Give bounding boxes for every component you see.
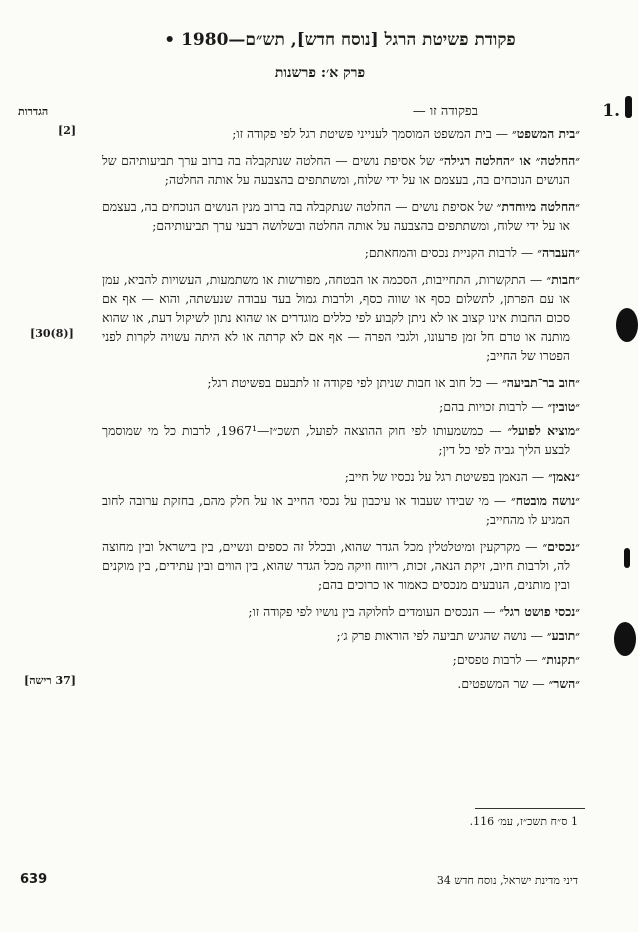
definition-term: ״חבות״ (546, 272, 580, 287)
definition-term: ״החלטה מיוחדת״ (496, 199, 580, 214)
definition-text: — לרבות הקניית נכסים והמחאתם; (364, 245, 538, 260)
definition-item (102, 197, 580, 235)
margin-note-definitions: הגדרות (18, 105, 49, 118)
definition-term: ״תובע״ (546, 628, 580, 643)
definition-text: של אסיפת נושים — החלטה שנתקבלה בה ברוב ערך תביעותיהם של הנושים הנוכחים בה, בעצמם או על ידי שלוח, ומשתתפים בהצבעה על אותה החלטה; (102, 153, 570, 187)
definition-text: — הנאמן בפשיטת רגל על נכסיו של חייב; (344, 469, 549, 484)
definition-item (102, 602, 580, 621)
definition-text: — כמשמעותו לפי חוק ההוצאה לפועל, תשכ״ז—1967¹, לרבות כל מי שמוסמך לבצע הליך גביה לפי כל דין; (102, 423, 570, 457)
section-number: 1. (602, 101, 620, 121)
chapter-title: פרק א׳: פרשנות (274, 65, 366, 81)
definition-text: — לרבות טפסים; (452, 652, 542, 667)
definitions-list (102, 124, 580, 698)
definition-term: ״טובין״ (547, 399, 580, 414)
definition-item (102, 491, 580, 529)
definition-item (102, 397, 580, 416)
header-title: פקודת פשיטת הרגל [נוסח חדש], תש״ם—1980 • (164, 30, 516, 50)
section-title: בפקודה זו — (412, 104, 478, 119)
definition-item (102, 270, 580, 365)
definition-term: ״בית המשפט״ (512, 126, 580, 141)
definition-item (102, 421, 580, 459)
definition-text: של אסיפת נושים — החלטה שנתקבלה בה ברוב מנין הנושים הנוכחים בה, בעצמם או על ידי שלוח, ומשתתפים בהצבעה על אותה החלטה ובשלושה רבעי ערך תביעותיהם; (102, 199, 570, 233)
footnote-rule (475, 808, 585, 809)
definition-text: — כל חוב או חבות שניתן לפי פקודה זו לתבעם בפשיטת רגל; (207, 375, 503, 390)
punch-hole-blot (625, 96, 632, 118)
definition-term: ״תקנות״ (541, 652, 580, 667)
definition-item (102, 151, 580, 189)
punch-hole-blot (614, 622, 636, 656)
definition-item (102, 467, 580, 486)
margin-note-source: [37 רישה] (24, 674, 76, 687)
definition-item (102, 537, 580, 594)
margin-note-source: [(8)30] (30, 327, 74, 340)
definition-term: ״מוציא לפועל״ (507, 423, 580, 438)
definition-term: ״נאמן״ (548, 469, 580, 484)
definition-item (102, 626, 580, 645)
definition-text: — מקרקעין ומיטלטלין מכל הגדר שהוא, ובכלל זה כספים ונשיים, בין בישראל ובין מחוצה לה, ולרבות חיוב, זיקת הנאה, זכות, ריווח וזיקה מכל הגדר שהוא, בין הווים ובין עתידים, בין מוקנים ובין מותנים, הנובעים מנכסים כאמור או כרוכים בהם; (102, 539, 570, 592)
punch-hole-blot (624, 548, 630, 568)
definition-item (102, 674, 580, 693)
definition-term: ״חוב בר־תביעה״ (502, 375, 580, 390)
definition-text: — לרבות זכויות בהם; (439, 399, 548, 414)
definition-term: ״העברה״ (537, 245, 580, 260)
footnote: 1 ס״ח תשכ״ז, עמ׳ 116. (469, 815, 578, 828)
definition-term: ״נכסים״ (542, 539, 580, 554)
definition-text: — בית המשפט המוסמך לענייני פשיטת רגל לפי פקודה זו; (232, 126, 513, 141)
definition-term: ״נכסי פושט רגל״ (499, 604, 580, 619)
definition-item (102, 124, 580, 143)
definition-text: — מי שבידו שעבוד או עיכבון על נכסי החייב או על חלק מהם, בחזקת ערובה לחוב המגיע לו מהחייב; (102, 493, 570, 527)
definition-term: ״החלטה״ או ״החלטה רגילה״ (439, 153, 580, 168)
definition-term: ״נושה מובטח״ (511, 493, 580, 508)
definition-item (102, 243, 580, 262)
margin-note-source: [2] (58, 124, 77, 137)
running-footer: דיני מדינת ישראל, נוסח חדש 34 (436, 874, 578, 887)
definition-text: — שר המשפטים. (457, 676, 549, 691)
definition-item (102, 373, 580, 392)
definition-item (102, 650, 580, 669)
punch-hole-blot (616, 308, 638, 342)
definition-text: — התקשרות, התחייבות, הסכמה או הבטחה, מפורשות או משתמעות, העשויות להביא, עמן או עם הפרתן, לתשלום כסף או שווה כסף, ולרבות גמול בעד עבודה שנעשתה, והוא — אף אם סכום החבות אינו קצוב או לא ניתן לקבוע לפי כללים מוגדרים או שהוא נתון לשיקול דעת, או שהוא מותנה או טרם חל זמן פרעונו, ולגבי הפרה — אף אם לא קרתה או לא היתה עשויה לקרות לפני הפטרו של החייב; (102, 272, 570, 363)
definition-term: ״השר״ (548, 676, 580, 691)
page-number: 639 (20, 872, 48, 887)
definition-text: — נושה שהגיש תביעה לפי הוראות פרק ג׳; (336, 628, 547, 643)
definition-text: — הנכסים העומדים לחלוקה בין נושיו לפי פקודה זו; (248, 604, 500, 619)
